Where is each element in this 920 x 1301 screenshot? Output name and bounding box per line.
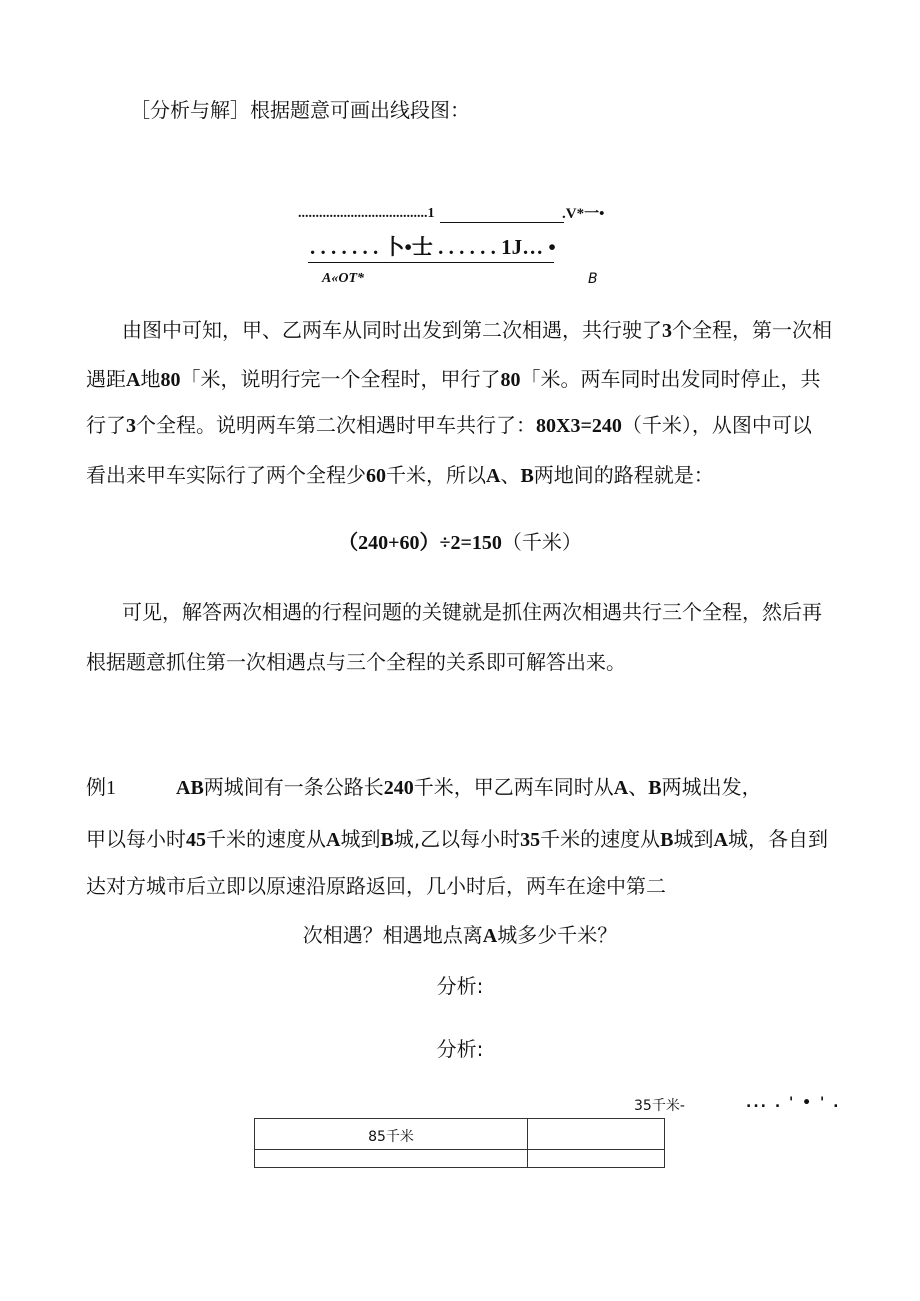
- paragraph-solution-line-4: 看出来甲车实际行了两个全程少60千米，所以A、B两地间的路程就是：: [86, 463, 714, 487]
- paragraph-conclusion-line-2: 根据题意抓住第一次相遇点与三个全程的关系即可解答出来。: [86, 650, 626, 674]
- example-line-3: 达对方城市后立即以原速沿原路返回，几小时后，两车在途中第二: [86, 874, 666, 898]
- diagram-row1-dots: .....................................1: [298, 206, 435, 221]
- paragraph-solution-line-3: 行了3个全程。说明两车第二次相遇时甲车共行了：80X3=240（千米），从图中可以: [86, 413, 812, 437]
- diagram-row1-underline: [440, 222, 564, 223]
- diagram-row2: . . . . . . . 卜•士 . . . . . . 1J… •: [310, 235, 556, 259]
- example-label: 例1: [86, 777, 116, 799]
- table-cell-85: [255, 1119, 528, 1150]
- formula-unit: （千米）: [501, 530, 582, 554]
- diagram-row2-underline: [308, 262, 554, 263]
- example-line-2: 甲以每小时45千米的速度从A城到B城,乙以每小时35千米的速度从B城到A城，各自到: [86, 827, 828, 851]
- formula-expression: （240+60）÷2=150: [338, 532, 502, 554]
- example-line-4: 次相遇？相遇地点离A城多少千米？: [302, 923, 618, 947]
- formula: [0, 528, 920, 557]
- example-line-1-text: AB两城间有一条公路长240千米，甲乙两车同时从A、B两城出发，: [176, 775, 762, 799]
- distance-table: [254, 1118, 665, 1168]
- diagram-row1-right: .V*一•: [562, 206, 605, 222]
- paragraph-solution-line-2: 遇距A地80「米，说明行完一个全程时，甲行了80「米。两车同时出发同时停止，共: [86, 367, 821, 391]
- analysis-heading: ［分析与解］根据题意可画出线段图：: [130, 98, 470, 122]
- table-cell-bottom-left: [255, 1150, 528, 1167]
- diagram-label-a: A«OT*: [322, 271, 364, 286]
- bottom-dots: ... . ' • ' .: [746, 1095, 841, 1111]
- table-cell-bottom-right: [528, 1150, 664, 1167]
- paragraph-solution-line-1: 由图中可知，甲、乙两车从同时出发到第二次相遇，共行驶了3个全程，第一次相: [122, 318, 832, 342]
- diagram-label-b: B: [588, 271, 598, 287]
- table-cell-top-right: [528, 1119, 664, 1150]
- distance-label-35: 35千米-: [634, 1098, 685, 1114]
- example-line-1: [86, 773, 116, 802]
- analysis-label-2: 分析:: [436, 1037, 484, 1061]
- table-cell-85-label: 85千米: [368, 1129, 414, 1145]
- paragraph-conclusion-line-1: 可见，解答两次相遇的行程问题的关键就是抓住两次相遇共行三个全程，然后再: [122, 600, 822, 624]
- analysis-label-1: 分析:: [436, 974, 484, 998]
